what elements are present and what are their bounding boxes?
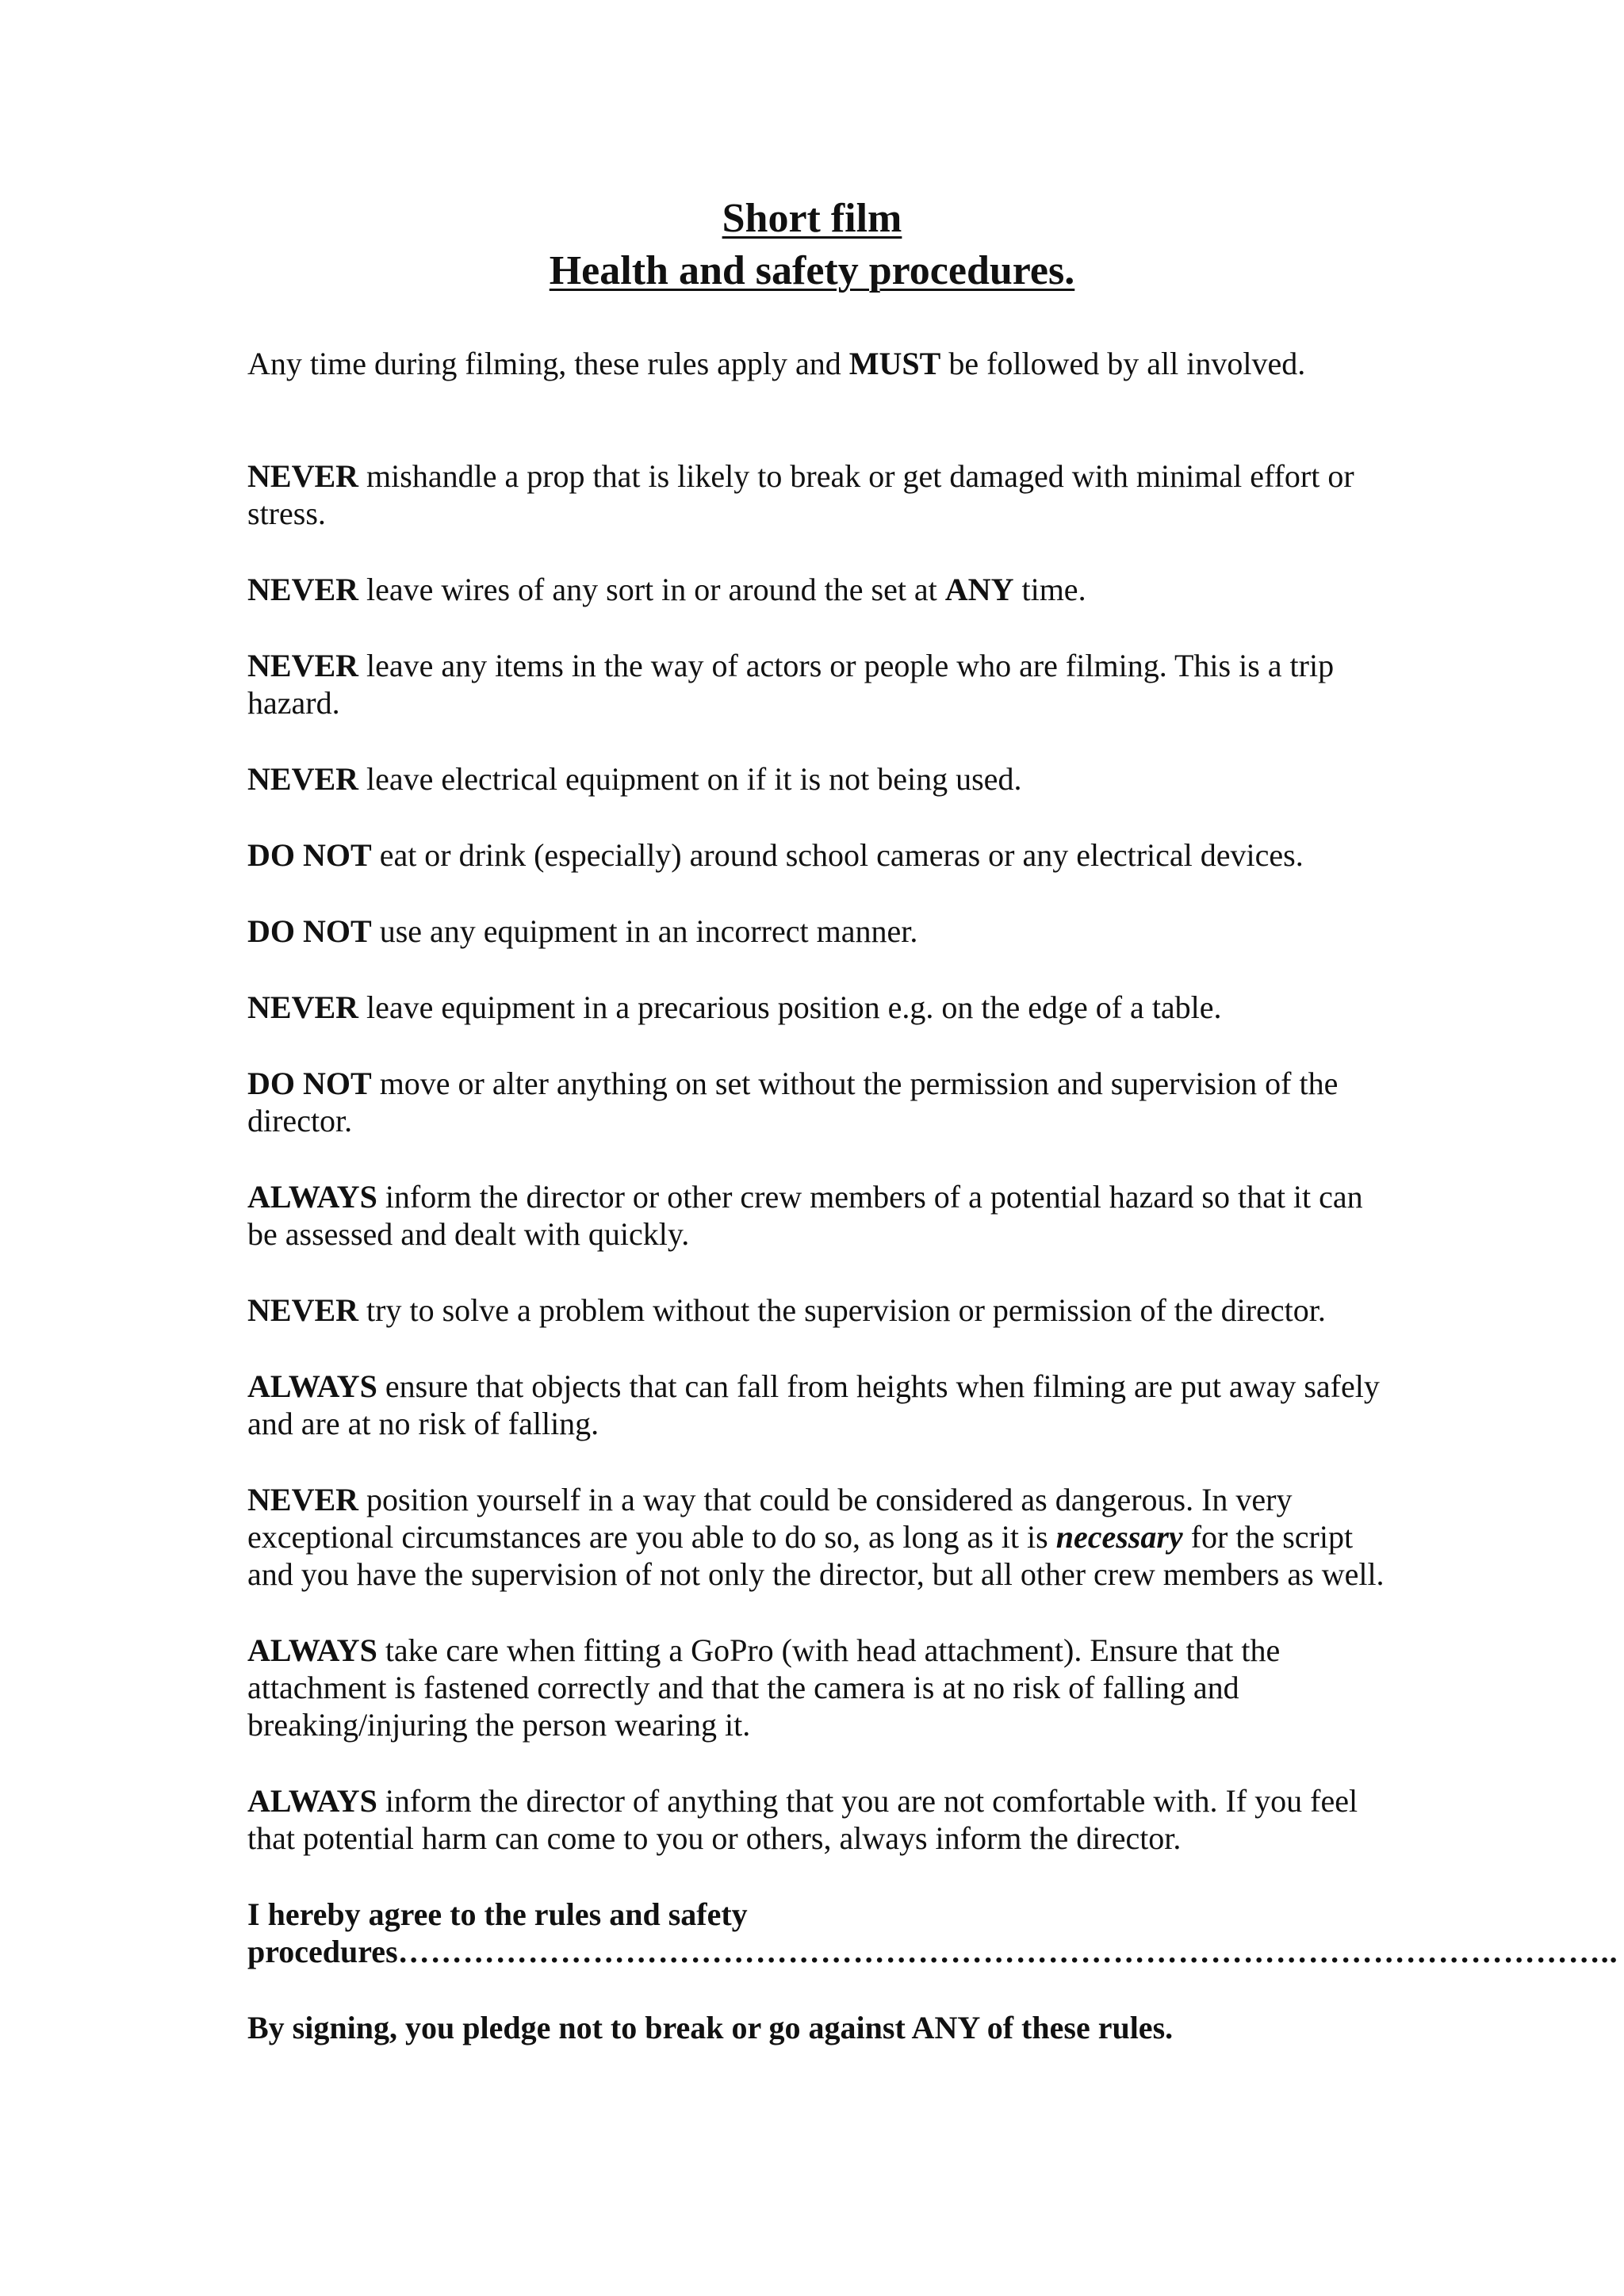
rule-keyword: DO NOT [247, 1066, 372, 1101]
agreement-line [247, 1896, 1618, 1970]
rule-text: leave any items in the way of actors or people who are filming. This is a trip hazard. [247, 648, 1335, 721]
intro-paragraph: Any time during filming, these rules apply and MUST be followed by all involved. [247, 346, 1306, 381]
signature-line: ………………………………………………………………………………………………….. [397, 1934, 1618, 1969]
rule-6 [247, 913, 1389, 950]
rule-keyword: ALWAYS [247, 1368, 377, 1404]
document-title [0, 193, 1624, 297]
document-body [247, 345, 1618, 2046]
title-line-1: Short film [722, 196, 902, 241]
rule-7 [247, 989, 1389, 1026]
rule-14 [247, 1782, 1389, 1857]
rule-keyword: NEVER [247, 761, 359, 797]
rule-text: try to solve a problem without the supervision or permission of the director. [358, 1292, 1326, 1328]
rule-text: ensure that objects that can fall from heights when filming are put away safely and are at no risk of falling. [247, 1368, 1380, 1441]
rule-keyword: NEVER [247, 458, 359, 494]
rule-text: mishandle a prop that is likely to break or get damaged with minimal effort or stress. [247, 458, 1354, 531]
rule-2 [247, 571, 1389, 608]
rule-12 [247, 1481, 1389, 1593]
pledge-line: By signing, you pledge not to break or go against ANY of these rules. [247, 2010, 1174, 2045]
rule-text: leave electrical equipment on if it is not being used. [358, 761, 1022, 797]
rule-9 [247, 1178, 1389, 1253]
rule-text: inform the director of anything that you are not comfortable with. If you feel that potential harm can come to you or others, always inform the director. [247, 1783, 1358, 1856]
rule-keyword: NEVER [247, 1292, 359, 1328]
rule-keyword: NEVER [247, 989, 359, 1025]
rule-3 [247, 647, 1389, 721]
rule-text: inform the director or other crew members of a potential hazard so that it can be assessed and dealt with quickly. [247, 1179, 1363, 1252]
rule-text: leave equipment in a precarious position e.g. on the edge of a table. [358, 989, 1222, 1025]
rule-text: move or alter anything on set without the permission and supervision of the director. [247, 1066, 1339, 1138]
rule-keyword: ALWAYS [247, 1783, 377, 1819]
rule-text: take care when fitting a GoPro (with head attachment). Ensure that the attachment is fastened correctly and that the camera is at no risk of falling and breaking/injuring the person wearing it. [247, 1632, 1281, 1743]
title-line-2: Health and safety procedures. [549, 248, 1075, 293]
agreement-text: I hereby agree to the rules and safety procedures [247, 1896, 748, 1969]
rule-keyword: DO NOT [247, 837, 372, 873]
rule-text: eat or drink (especially) around school cameras or any electrical devices. [371, 837, 1304, 873]
rule-keyword-2: ANY [944, 572, 1014, 607]
rule-emphasis: necessary [1055, 1519, 1183, 1555]
rule-keyword: NEVER [247, 1482, 359, 1517]
intro-keyword: MUST [848, 346, 941, 381]
rule-1 [247, 457, 1389, 532]
rule-text-2: time. [1013, 572, 1086, 607]
rule-13 [247, 1632, 1389, 1743]
rule-keyword: NEVER [247, 648, 359, 683]
rule-text: position yourself in a way that could be considered as dangerous. In very exceptional circumstances are you able to do so, as long as it is [247, 1482, 1293, 1555]
rule-keyword: NEVER [247, 572, 359, 607]
rule-8 [247, 1065, 1389, 1139]
rule-10 [247, 1292, 1389, 1329]
rule-keyword: DO NOT [247, 913, 372, 949]
rule-keyword: ALWAYS [247, 1632, 377, 1668]
rule-5 [247, 836, 1389, 874]
rule-keyword: ALWAYS [247, 1179, 377, 1215]
rule-text: leave wires of any sort in or around the set at [358, 572, 945, 607]
rule-text: use any equipment in an incorrect manner. [371, 913, 918, 949]
rule-text-2: for the script and you have the supervision of not only the director, but all other crew members as well. [247, 1519, 1385, 1592]
rule-4 [247, 760, 1389, 798]
rule-11 [247, 1368, 1389, 1442]
